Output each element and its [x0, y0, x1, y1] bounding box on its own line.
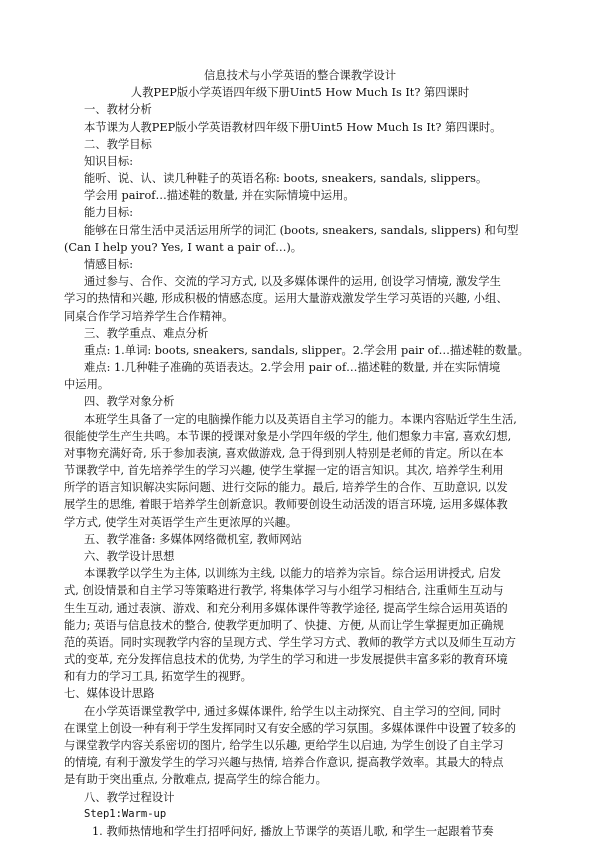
paragraph: 式, 创设情景和自主学习等策略进行教学, 将集体学习与小组学习相结合, 注重师生互动与 [64, 584, 504, 598]
paragraph: 和有力的学习工具, 拓宽学生的视野。 [64, 670, 252, 684]
section-heading-3: 三、教学重点、难点分析 [84, 326, 209, 340]
doc-subtitle: 人教PEP版小学英语四年级下册Uint5 How Much Is It? 第四课时 [130, 86, 470, 100]
paragraph: 节课教学中, 首先培养学生的学习兴趣, 使学生掌握一定的语言知识。其次, 培养学生利用 [64, 464, 504, 478]
paragraph: 难点: 1.几种鞋子准确的英语表达。2.学会用 pair of…描述鞋的数量, 并在实际情境 [84, 361, 501, 374]
section-heading-8: 八、教学过程设计 [84, 790, 175, 804]
paragraph: 与课堂教学内容关系密切的图片, 给学生以乐趣, 更给学生以启迪, 为学生创设了自主学习 [64, 738, 504, 752]
paragraph: 能够在日常生活中灵活运用所学的词汇 (boots, sneakers, sandals, slippers) 和句型 [84, 223, 519, 237]
subheading: 知识目标: [84, 154, 133, 168]
subheading: 能力目标: [84, 206, 133, 220]
paragraph: 展学生的思维, 着眼于培养学生创新意识。教师要创设生动活泼的语言环境, 运用多媒体教 [64, 498, 508, 512]
step-label: Step1:Warm-up [84, 807, 167, 820]
paragraph: 在小学英语课堂教学中, 通过多媒体课件, 给学生以主动探究、自主学习的空间, 同时 [84, 704, 501, 718]
paragraph: 能听、说、认、读几种鞋子的英语名称: boots, sneakers, sandals, slippers。 [84, 172, 488, 186]
paragraph: 中运用。 [64, 378, 110, 392]
paragraph: 在课堂上创设一种有利于学生发挥同时又有安全感的学习氛围。多媒体课件中设置了较多的 [64, 721, 516, 735]
paragraph: 本课教学以学生为主体, 以训练为主线, 以能力的培养为宗旨。综合运用讲授式, 启发 [84, 567, 501, 581]
paragraph: 通过参与、合作、交流的学习方式, 以及多媒体课件的运用, 创设学习情境, 激发学生 [84, 275, 501, 289]
paragraph: 学习的热情和兴趣, 形成积极的情感态度。运用大量游戏激发学生学习英语的兴趣, 小组、 [64, 292, 508, 306]
paragraph: 的情境, 有利于激发学生的学习兴趣与热情, 培养合作意识, 提高教学效率。其最大的特点 [64, 756, 504, 770]
paragraph: 学方式, 使学生对英语学生产生更浓厚的兴趣。 [64, 515, 298, 529]
paragraph: 同桌合作学习培养学生合作精神。 [64, 309, 234, 323]
paragraph: 范的英语。同时实现教学内容的呈现方式、学生学习方式、教师的教学方式以及师生互动方 [64, 635, 516, 649]
section-heading-1: 一、教材分析 [84, 103, 152, 117]
paragraph: 是有助于突出重点, 分散难点, 提高学生的综合能力。 [64, 773, 327, 787]
paragraph: 很能使学生产生共鸣。本节课的授课对象是小学四年级的学生, 他们想象力丰富, 喜欢幻想, [64, 429, 512, 443]
section-heading-5: 五、教学准备: 多媒体网络微机室, 教师网站 [84, 532, 302, 546]
list-item: 1. 教师热情地和学生打招呼问好, 播放上节课学的英语儿歌, 和学生一起跟着节奏 [92, 824, 494, 838]
paragraph: 生生互动, 通过表演、游戏、和充分利用多媒体课件等教学途径, 提高学生综合运用英语的 [64, 601, 508, 615]
section-heading-6: 六、教学设计思想 [84, 550, 175, 563]
paragraph: 本班学生具备了一定的电脑操作能力以及英语自主学习的能力。本课内容贴近学生生活, [84, 412, 517, 426]
paragraph: (Can I help you? Yes, I want a pair of…)。 [64, 240, 303, 254]
section-heading-7: 七、媒体设计思路 [64, 687, 155, 701]
paragraph: 学会用 pairof…描述鞋的数量, 并在实际情境中运用。 [84, 189, 355, 203]
section-heading-4: 四、教学对象分析 [84, 395, 175, 409]
subheading: 情感目标: [84, 258, 133, 271]
paragraph: 所学的语言知识解决实际问题、进行交际的能力。最后, 培养学生的合作、互助意识, 以发 [64, 481, 508, 495]
section-heading-2: 二、教学目标 [84, 137, 152, 151]
paragraph: 能力; 英语与信息技术的整合, 使教学更加明了、快捷、方便, 从而让学生掌握更加正确规 [64, 618, 504, 632]
paragraph: 式的变革, 充分发挥信息技术的优势, 为学生的学习和进一步发展提供丰富多彩的教育环境 [64, 653, 508, 666]
paragraph: 重点: 1.单词: boots, sneakers, sandals, slipper。2.学会用 pair of…描述鞋的数量。 [84, 343, 529, 357]
doc-title: 信息技术与小学英语的整合课教学设计 [203, 69, 397, 82]
paragraph: 对事物充满好奇, 乐于参加表演, 喜欢做游戏, 急于得到别人特别是老师的肯定。所以在本 [64, 446, 504, 460]
paragraph: 本节课为人教PEP版小学英语教材四年级下册Uint5 How Much Is It? 第四课时。 [84, 120, 502, 134]
